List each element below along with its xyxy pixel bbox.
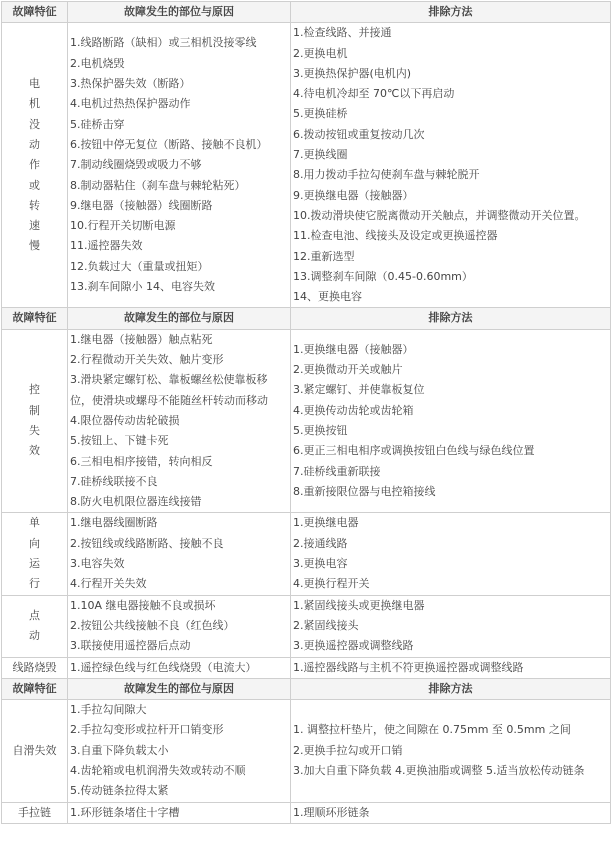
fault-table: [1, 1, 611, 824]
fix-item: 1.理顺环形链条: [293, 805, 370, 819]
fix-item: 4.更换行程开关: [293, 577, 370, 591]
fix-item: 7.更换线圈: [293, 148, 348, 162]
section-row: [2, 802, 611, 823]
section-category: [2, 700, 68, 802]
section-row: [2, 513, 611, 595]
section-category: [2, 657, 68, 678]
fix-item: 5.更换硅桥: [293, 107, 348, 121]
category-label: 线路烧毁: [12, 660, 57, 674]
category-label: 电机没动作或转速慢: [29, 77, 40, 253]
cause-item: 4.限位器传动齿轮破损: [70, 413, 180, 427]
section-row: [2, 595, 611, 657]
fix-item: 9.更换继电器（接触器）: [293, 188, 414, 202]
cause-item: 4.齿轮箱或电机润滑失效或转动不顺: [70, 763, 246, 777]
cause-item: 1.遥控绿色线与红色线烧毁（电流大）: [70, 660, 257, 674]
fix-item: 2.更换微动开关或触片: [293, 363, 403, 377]
header-cause: 故障发生的部位与原因: [68, 678, 291, 699]
cause-item: 7.硅桥线联接不良: [70, 474, 158, 488]
category-label: 点动: [29, 608, 40, 643]
cause-list: [68, 329, 291, 513]
cause-item: 1.手拉勾间隙大: [70, 703, 147, 717]
fix-item: 2.更换手拉勾或开口销: [293, 743, 403, 757]
cause-item: 9.继电器（接触器）线圈断路: [70, 198, 213, 212]
cause-list: [68, 802, 291, 823]
cause-list: [68, 23, 291, 308]
fix-list: [291, 595, 611, 657]
cause-item: 5.传动链条拉得太紧: [70, 784, 169, 798]
header-fix: 排除方法: [291, 678, 611, 699]
fix-item: 3.加大自重下降负载 4.更换油脂或调整 5.适当放松传动链条: [293, 763, 585, 777]
fix-item: 5.更换按钮: [293, 424, 348, 438]
cause-item: 1.继电器线圈断路: [70, 516, 158, 530]
category-label: 控制失效: [29, 383, 40, 458]
fix-item: 7.硅桥线重新联接: [293, 464, 381, 478]
fix-item: 1.更换继电器（接触器）: [293, 342, 414, 356]
category-label: 手拉链: [18, 805, 51, 819]
fix-item: 3.紧定螺钉、并使靠板复位: [293, 383, 425, 397]
fix-item: 13.调整刹车间隙（0.45-0.60mm）: [293, 269, 473, 283]
cause-item: 4.行程开关失效: [70, 577, 147, 591]
section-row: [2, 657, 611, 678]
header-row: [2, 308, 611, 329]
fix-item: 6.拨动按钮或重复按动几次: [293, 127, 425, 141]
cause-item: 6.按钮中停无复位（断路、接触不良机）: [70, 137, 268, 151]
fix-list: [291, 657, 611, 678]
fix-item: 1.遥控器线路与主机不符更换遥控器或调整线路: [293, 660, 524, 674]
fix-item: 1. 调整拉杆垫片，使之间隙在 0.75mm 至 0.5mm 之间: [293, 723, 571, 737]
section-category: [2, 595, 68, 657]
section-category: [2, 513, 68, 595]
fix-item: 12.重新选型: [293, 249, 355, 263]
header-cause: 故障发生的部位与原因: [68, 2, 291, 23]
cause-item: 5.按钮上、下键卡死: [70, 434, 169, 448]
cause-item: 1.线路断路（缺相）或三相机没接零线: [70, 36, 257, 50]
cause-item: 3.热保护器失效（断路）: [70, 77, 191, 91]
header-cause: 故障发生的部位与原因: [68, 308, 291, 329]
cause-item: 1.环形链条堵住十字槽: [70, 805, 180, 819]
cause-item: 2.按钮公共线接触不良（红色线）: [70, 618, 235, 632]
category-label: 自滑失效: [12, 743, 57, 757]
fix-item: 1.检查线路、并接通: [293, 26, 392, 40]
fix-item: 8.用力拨动手拉勾使刹车盘与棘轮脱开: [293, 168, 480, 182]
cause-item: 1.继电器（接触器）触点粘死: [70, 332, 213, 346]
cause-item: 12.负载过大（重量或扭矩）: [70, 259, 209, 273]
cause-item: 6.三相电相序接错，转向相反: [70, 454, 213, 468]
category-label: 单向运行: [29, 516, 40, 591]
cause-item: 2.手拉勾变形或拉杆开口销变形: [70, 723, 224, 737]
header-fix: 排除方法: [291, 308, 611, 329]
fix-item: 6.更正三相电相序或调换按钮白色线与绿色线位置: [293, 444, 535, 458]
cause-item: 3.滑块紧定螺钉松、靠板螺丝松使靠板移位，使滑块或螺母不能随丝杆转动而移动: [70, 373, 268, 407]
cause-item: 8.防火电机限位器连线接错: [70, 495, 202, 509]
cause-item: 4.电机过热热保护器动作: [70, 97, 191, 111]
fix-item: 10.拨动滑块使它脱离微动开关触点，并调整微动开关位置。: [293, 208, 586, 222]
header-feature: 故障特征: [2, 2, 68, 23]
fault-table-body: [2, 2, 611, 824]
fix-list: [291, 700, 611, 802]
section-category: [2, 23, 68, 308]
section-category: [2, 802, 68, 823]
fix-item: 1.紧固线接头或更换继电器: [293, 598, 425, 612]
fix-item: 3.更换遥控器或调整线路: [293, 639, 414, 653]
fix-item: 4.待电机冷却至 70℃以下再启动: [293, 87, 455, 101]
header-row: [2, 678, 611, 699]
fix-item: 1.更换继电器: [293, 516, 359, 530]
cause-item: 2.电机烧毁: [70, 56, 125, 70]
section-row: [2, 700, 611, 802]
cause-item: 1.10A 继电器接触不良或损坏: [70, 598, 216, 612]
cause-list: [68, 595, 291, 657]
section-category: [2, 329, 68, 513]
cause-item: 5.硅桥击穿: [70, 117, 125, 131]
section-row: [2, 23, 611, 308]
cause-item: 3.联接使用遥控器后点动: [70, 639, 191, 653]
cause-item: 3.自重下降负载太小: [70, 743, 169, 757]
cause-item: 8.制动器粘住（刹车盘与棘轮粘死）: [70, 178, 246, 192]
header-feature: 故障特征: [2, 678, 68, 699]
fix-item: 3.更换热保护器(电机内): [293, 66, 412, 80]
header-feature: 故障特征: [2, 308, 68, 329]
fix-item: 3.更换电容: [293, 557, 348, 571]
fix-item: 2.接通线路: [293, 536, 348, 550]
fix-item: 8.重新接限位器与电控箱接线: [293, 484, 436, 498]
header-fix: 排除方法: [291, 2, 611, 23]
cause-item: 10.行程开关切断电源: [70, 219, 176, 233]
cause-list: [68, 657, 291, 678]
fix-item: 11.检查电池、线接头及设定或更换遥控器: [293, 229, 498, 243]
fix-list: [291, 513, 611, 595]
fix-item: 2.紧固线接头: [293, 618, 359, 632]
cause-list: [68, 513, 291, 595]
cause-item: 13.刹车间隙小 14、电容失效: [70, 280, 215, 293]
fix-list: [291, 802, 611, 823]
fix-item: 2.更换电机: [293, 46, 348, 60]
cause-list: [68, 700, 291, 802]
fix-item: 14、更换电容: [293, 290, 362, 304]
section-row: [2, 329, 611, 513]
cause-item: 3.电容失效: [70, 557, 125, 571]
cause-item: 11.遥控器失效: [70, 239, 143, 253]
fix-item: 4.更换传动齿轮或齿轮箱: [293, 403, 414, 417]
cause-item: 2.行程微动开关失效、触片变形: [70, 353, 224, 367]
header-row: [2, 2, 611, 23]
fix-list: [291, 329, 611, 513]
fix-list: [291, 23, 611, 308]
cause-item: 2.按钮线或线路断路、接触不良: [70, 536, 224, 550]
cause-item: 7.制动线圈烧毁或吸力不够: [70, 158, 202, 172]
